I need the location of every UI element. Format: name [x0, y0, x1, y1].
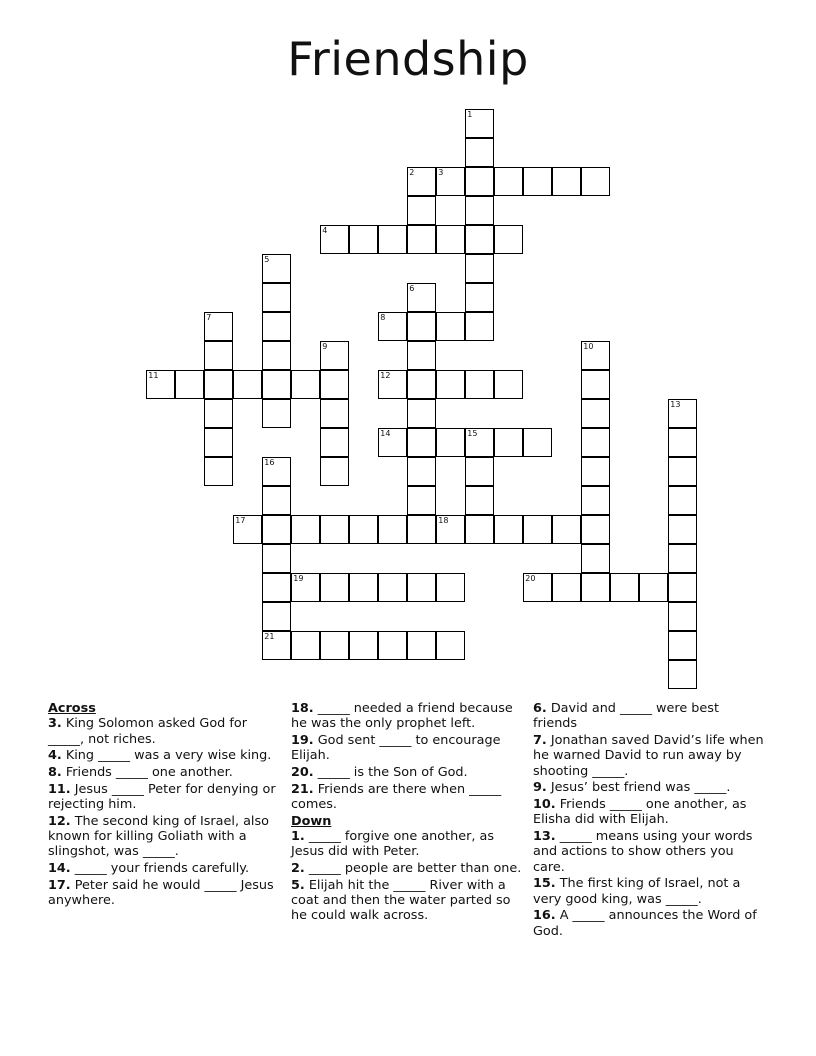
clue-number-label: 10.	[533, 797, 556, 812]
clue-item	[533, 733, 765, 779]
grid-cell[interactable]	[349, 225, 378, 254]
grid-cell[interactable]	[668, 399, 697, 428]
grid-cell[interactable]	[320, 428, 349, 457]
grid-cell[interactable]	[668, 631, 697, 660]
grid-cell[interactable]	[407, 573, 436, 602]
grid-cell[interactable]	[378, 312, 407, 341]
clue-item	[48, 878, 283, 909]
clue-number: 16	[264, 458, 275, 468]
clue-item	[291, 829, 523, 860]
grid-cell[interactable]	[407, 515, 436, 544]
clue-number: 14	[380, 429, 391, 439]
clue-text: _____ forgive one another, as Jesus did with Peter.	[291, 829, 495, 860]
clue-text: A _____ announces the Word of God.	[533, 908, 757, 939]
clue-text: David and _____ were best friends	[533, 701, 719, 732]
grid-cell[interactable]	[262, 515, 291, 544]
clue-number-label: 11.	[48, 781, 71, 797]
clue-text: Jonathan saved David’s life when he warned David to run away by shooting _____.	[533, 733, 764, 779]
clue-item	[291, 701, 523, 732]
grid-cell[interactable]	[378, 515, 407, 544]
clue-text: _____ means using your words and actions to show others you care.	[533, 829, 753, 875]
clue-number: 6	[409, 284, 415, 294]
grid-cell[interactable]	[204, 312, 233, 341]
clues-column-2	[291, 701, 523, 925]
clue-number: 12	[380, 371, 391, 381]
clue-number: 4	[322, 226, 328, 236]
grid-cell[interactable]	[581, 486, 610, 515]
clue-number-label: 19.	[291, 733, 314, 748]
grid-cell[interactable]	[494, 515, 523, 544]
clues-column-1	[48, 701, 283, 910]
clue-text: King Solomon asked God for _____, not riches.	[48, 716, 247, 747]
grid-cell[interactable]	[378, 631, 407, 660]
clue-text: Friends are there when _____ comes.	[291, 781, 502, 812]
clue-text: Friends _____ one another.	[61, 765, 233, 780]
grid-cell[interactable]	[581, 167, 610, 196]
clue-number: 20	[525, 574, 536, 584]
grid-cell[interactable]	[291, 573, 320, 602]
grid-cell[interactable]	[407, 631, 436, 660]
grid-cell[interactable]	[523, 428, 552, 457]
grid-cell[interactable]	[320, 225, 349, 254]
grid-cell[interactable]	[378, 573, 407, 602]
grid-cell[interactable]	[204, 370, 233, 399]
grid-cell[interactable]	[349, 515, 378, 544]
clue-text: Elijah hit the _____ River with a coat and then the water parted so he could walk across.	[291, 877, 511, 924]
grid-cell[interactable]	[581, 515, 610, 544]
grid-cell[interactable]	[175, 370, 204, 399]
grid-cell[interactable]	[668, 515, 697, 544]
grid-cell[interactable]	[668, 486, 697, 515]
grid-cell[interactable]	[465, 109, 494, 138]
grid-cell[interactable]	[581, 573, 610, 602]
clue-number: 7	[206, 313, 212, 323]
grid-cell[interactable]	[523, 167, 552, 196]
grid-cell[interactable]	[552, 573, 581, 602]
grid-cell[interactable]	[320, 341, 349, 370]
clue-number-label: 5.	[291, 877, 305, 893]
grid-cell[interactable]	[407, 457, 436, 486]
grid-cell[interactable]	[436, 631, 465, 660]
grid-cell[interactable]	[581, 544, 610, 573]
clue-item	[48, 765, 283, 780]
grid-cell[interactable]	[494, 225, 523, 254]
grid-cell[interactable]	[378, 225, 407, 254]
grid-cell[interactable]	[581, 341, 610, 370]
clue-text: God sent _____ to encourage Elijah.	[291, 733, 501, 764]
clue-text: _____ people are better than one.	[304, 861, 522, 876]
grid-cell[interactable]	[465, 515, 494, 544]
grid-cell[interactable]	[320, 573, 349, 602]
clue-number-label: 21.	[291, 781, 314, 797]
clue-number-label: 2.	[291, 861, 305, 876]
grid-cell[interactable]	[523, 573, 552, 602]
grid-cell[interactable]	[668, 660, 697, 689]
grid-cell[interactable]	[407, 486, 436, 515]
clue-number: 15	[467, 429, 478, 439]
clue-number: 10	[583, 342, 594, 352]
clue-item	[291, 733, 523, 764]
grid-cell[interactable]	[465, 254, 494, 283]
clue-number-label: 12.	[48, 813, 71, 829]
grid-cell[interactable]	[436, 167, 465, 196]
clue-number: 5	[264, 255, 270, 265]
grid-cell[interactable]	[407, 225, 436, 254]
grid-cell[interactable]	[494, 370, 523, 399]
grid-cell[interactable]	[552, 515, 581, 544]
grid-cell[interactable]	[465, 428, 494, 457]
grid-cell[interactable]	[639, 573, 668, 602]
clue-number-label: 18.	[291, 701, 314, 716]
page-title: Friendship	[287, 32, 529, 86]
clue-text: _____ your friends carefully.	[70, 861, 250, 876]
grid-cell[interactable]	[465, 312, 494, 341]
clue-item	[291, 878, 523, 924]
clue-text: Jesus _____ Peter for denying or rejecting him.	[48, 781, 276, 812]
clue-text: Friends _____ one another, as Elisha did with Elijah.	[533, 797, 747, 828]
grid-cell[interactable]	[204, 457, 233, 486]
across-heading: Across	[48, 701, 96, 716]
grid-cell[interactable]	[378, 370, 407, 399]
grid-cell[interactable]	[581, 428, 610, 457]
clue-item	[533, 780, 765, 795]
clue-text: The first king of Israel, not a very good king, was _____.	[533, 876, 741, 907]
clue-number-label: 16.	[533, 908, 556, 924]
grid-cell[interactable]	[668, 544, 697, 573]
clue-text: _____ needed a friend because he was the only prophet left.	[291, 701, 513, 732]
clue-item	[291, 782, 523, 813]
grid-cell[interactable]	[262, 312, 291, 341]
clue-item	[533, 701, 765, 732]
grid-cell[interactable]	[262, 544, 291, 573]
clue-number: 9	[322, 342, 328, 352]
clue-number: 2	[409, 168, 415, 178]
grid-cell[interactable]	[262, 341, 291, 370]
clue-text: Peter said he would _____ Jesus anywhere.	[48, 877, 274, 908]
grid-cell[interactable]	[262, 457, 291, 486]
grid-cell[interactable]	[407, 341, 436, 370]
grid-cell[interactable]	[465, 225, 494, 254]
grid-cell[interactable]	[262, 573, 291, 602]
clue-item	[533, 876, 765, 907]
clue-number: 8	[380, 313, 386, 323]
clue-number: 21	[264, 632, 275, 642]
down-heading: Down	[291, 813, 332, 829]
grid-cell[interactable]	[552, 167, 581, 196]
grid-cell[interactable]	[407, 283, 436, 312]
clue-number-label: 14.	[48, 861, 71, 876]
clue-number-label: 9.	[533, 780, 547, 796]
grid-cell[interactable]	[407, 399, 436, 428]
clue-item	[533, 908, 765, 939]
clue-item	[291, 861, 523, 876]
clue-item	[48, 814, 283, 860]
grid-cell[interactable]	[465, 457, 494, 486]
grid-cell[interactable]	[262, 283, 291, 312]
grid-cell[interactable]	[436, 573, 465, 602]
clue-number-label: 7.	[533, 733, 547, 748]
grid-cell[interactable]	[407, 312, 436, 341]
grid-cell[interactable]	[320, 457, 349, 486]
grid-cell[interactable]	[436, 370, 465, 399]
grid-cell[interactable]	[378, 428, 407, 457]
grid-cell[interactable]	[465, 138, 494, 167]
clue-number: 11	[148, 371, 159, 381]
clue-number-label: 17.	[48, 877, 71, 893]
grid-cell[interactable]	[320, 631, 349, 660]
clue-number-label: 3.	[48, 716, 62, 732]
grid-cell[interactable]	[610, 573, 639, 602]
clue-text: King _____ was a very wise king.	[61, 748, 272, 764]
grid-cell[interactable]	[494, 167, 523, 196]
grid-cell[interactable]	[465, 283, 494, 312]
grid-cell[interactable]	[407, 167, 436, 196]
grid-cell[interactable]	[320, 515, 349, 544]
clue-item	[533, 797, 765, 828]
grid-cell[interactable]	[436, 312, 465, 341]
grid-cell[interactable]	[291, 631, 320, 660]
clue-item	[48, 861, 283, 876]
grid-cell[interactable]	[291, 370, 320, 399]
grid-cell[interactable]	[581, 457, 610, 486]
grid-cell[interactable]	[262, 254, 291, 283]
grid-cell[interactable]	[262, 631, 291, 660]
grid-cell[interactable]	[436, 515, 465, 544]
grid-cell[interactable]	[233, 515, 262, 544]
clue-item	[48, 782, 283, 813]
grid-cell[interactable]	[146, 370, 175, 399]
grid-cell[interactable]	[262, 486, 291, 515]
clue-number-label: 15.	[533, 876, 556, 892]
clue-number: 17	[235, 516, 246, 526]
grid-cell[interactable]	[204, 341, 233, 370]
clue-item	[48, 748, 283, 763]
clue-number: 13	[670, 400, 681, 410]
clue-number: 18	[438, 516, 449, 526]
grid-cell[interactable]	[407, 428, 436, 457]
grid-cell[interactable]	[465, 196, 494, 225]
grid-cell[interactable]	[668, 602, 697, 631]
grid-cell[interactable]	[291, 515, 320, 544]
grid-cell[interactable]	[581, 370, 610, 399]
grid-cell[interactable]	[407, 370, 436, 399]
clue-number-label: 4.	[48, 748, 62, 764]
clue-text: _____ is the Son of God.	[313, 765, 468, 780]
grid-cell[interactable]	[262, 399, 291, 428]
grid-cell[interactable]	[262, 602, 291, 631]
grid-cell[interactable]	[523, 515, 552, 544]
grid-cell[interactable]	[581, 399, 610, 428]
grid-cell[interactable]	[262, 370, 291, 399]
clue-number-label: 8.	[48, 765, 62, 780]
clue-number: 19	[293, 574, 304, 584]
grid-cell[interactable]	[668, 573, 697, 602]
clue-text: The second king of Israel, also known for killing Goliath with a slingshot, was _____.	[48, 813, 269, 860]
grid-cell[interactable]	[320, 370, 349, 399]
grid-cell[interactable]	[407, 196, 436, 225]
clue-item	[291, 765, 523, 780]
clue-item	[533, 829, 765, 875]
clue-number: 1	[467, 110, 473, 120]
grid-cell[interactable]	[668, 457, 697, 486]
clues-column-3	[533, 701, 765, 940]
clue-item	[48, 716, 283, 747]
clue-text: Jesus’ best friend was _____.	[546, 780, 731, 796]
grid-cell[interactable]	[465, 167, 494, 196]
clue-number-label: 13.	[533, 829, 556, 844]
clue-number: 3	[438, 168, 444, 178]
grid-cell[interactable]	[349, 573, 378, 602]
grid-cell[interactable]	[349, 631, 378, 660]
grid-cell[interactable]	[494, 428, 523, 457]
grid-cell[interactable]	[233, 370, 262, 399]
grid-cell[interactable]	[436, 225, 465, 254]
clue-number-label: 6.	[533, 701, 547, 716]
grid-cell[interactable]	[465, 370, 494, 399]
clue-number-label: 1.	[291, 829, 305, 844]
grid-cell[interactable]	[668, 428, 697, 457]
grid-cell[interactable]	[204, 428, 233, 457]
clue-number-label: 20.	[291, 765, 314, 780]
grid-cell[interactable]	[465, 486, 494, 515]
grid-cell[interactable]	[204, 399, 233, 428]
grid-cell[interactable]	[436, 428, 465, 457]
grid-cell[interactable]	[320, 399, 349, 428]
